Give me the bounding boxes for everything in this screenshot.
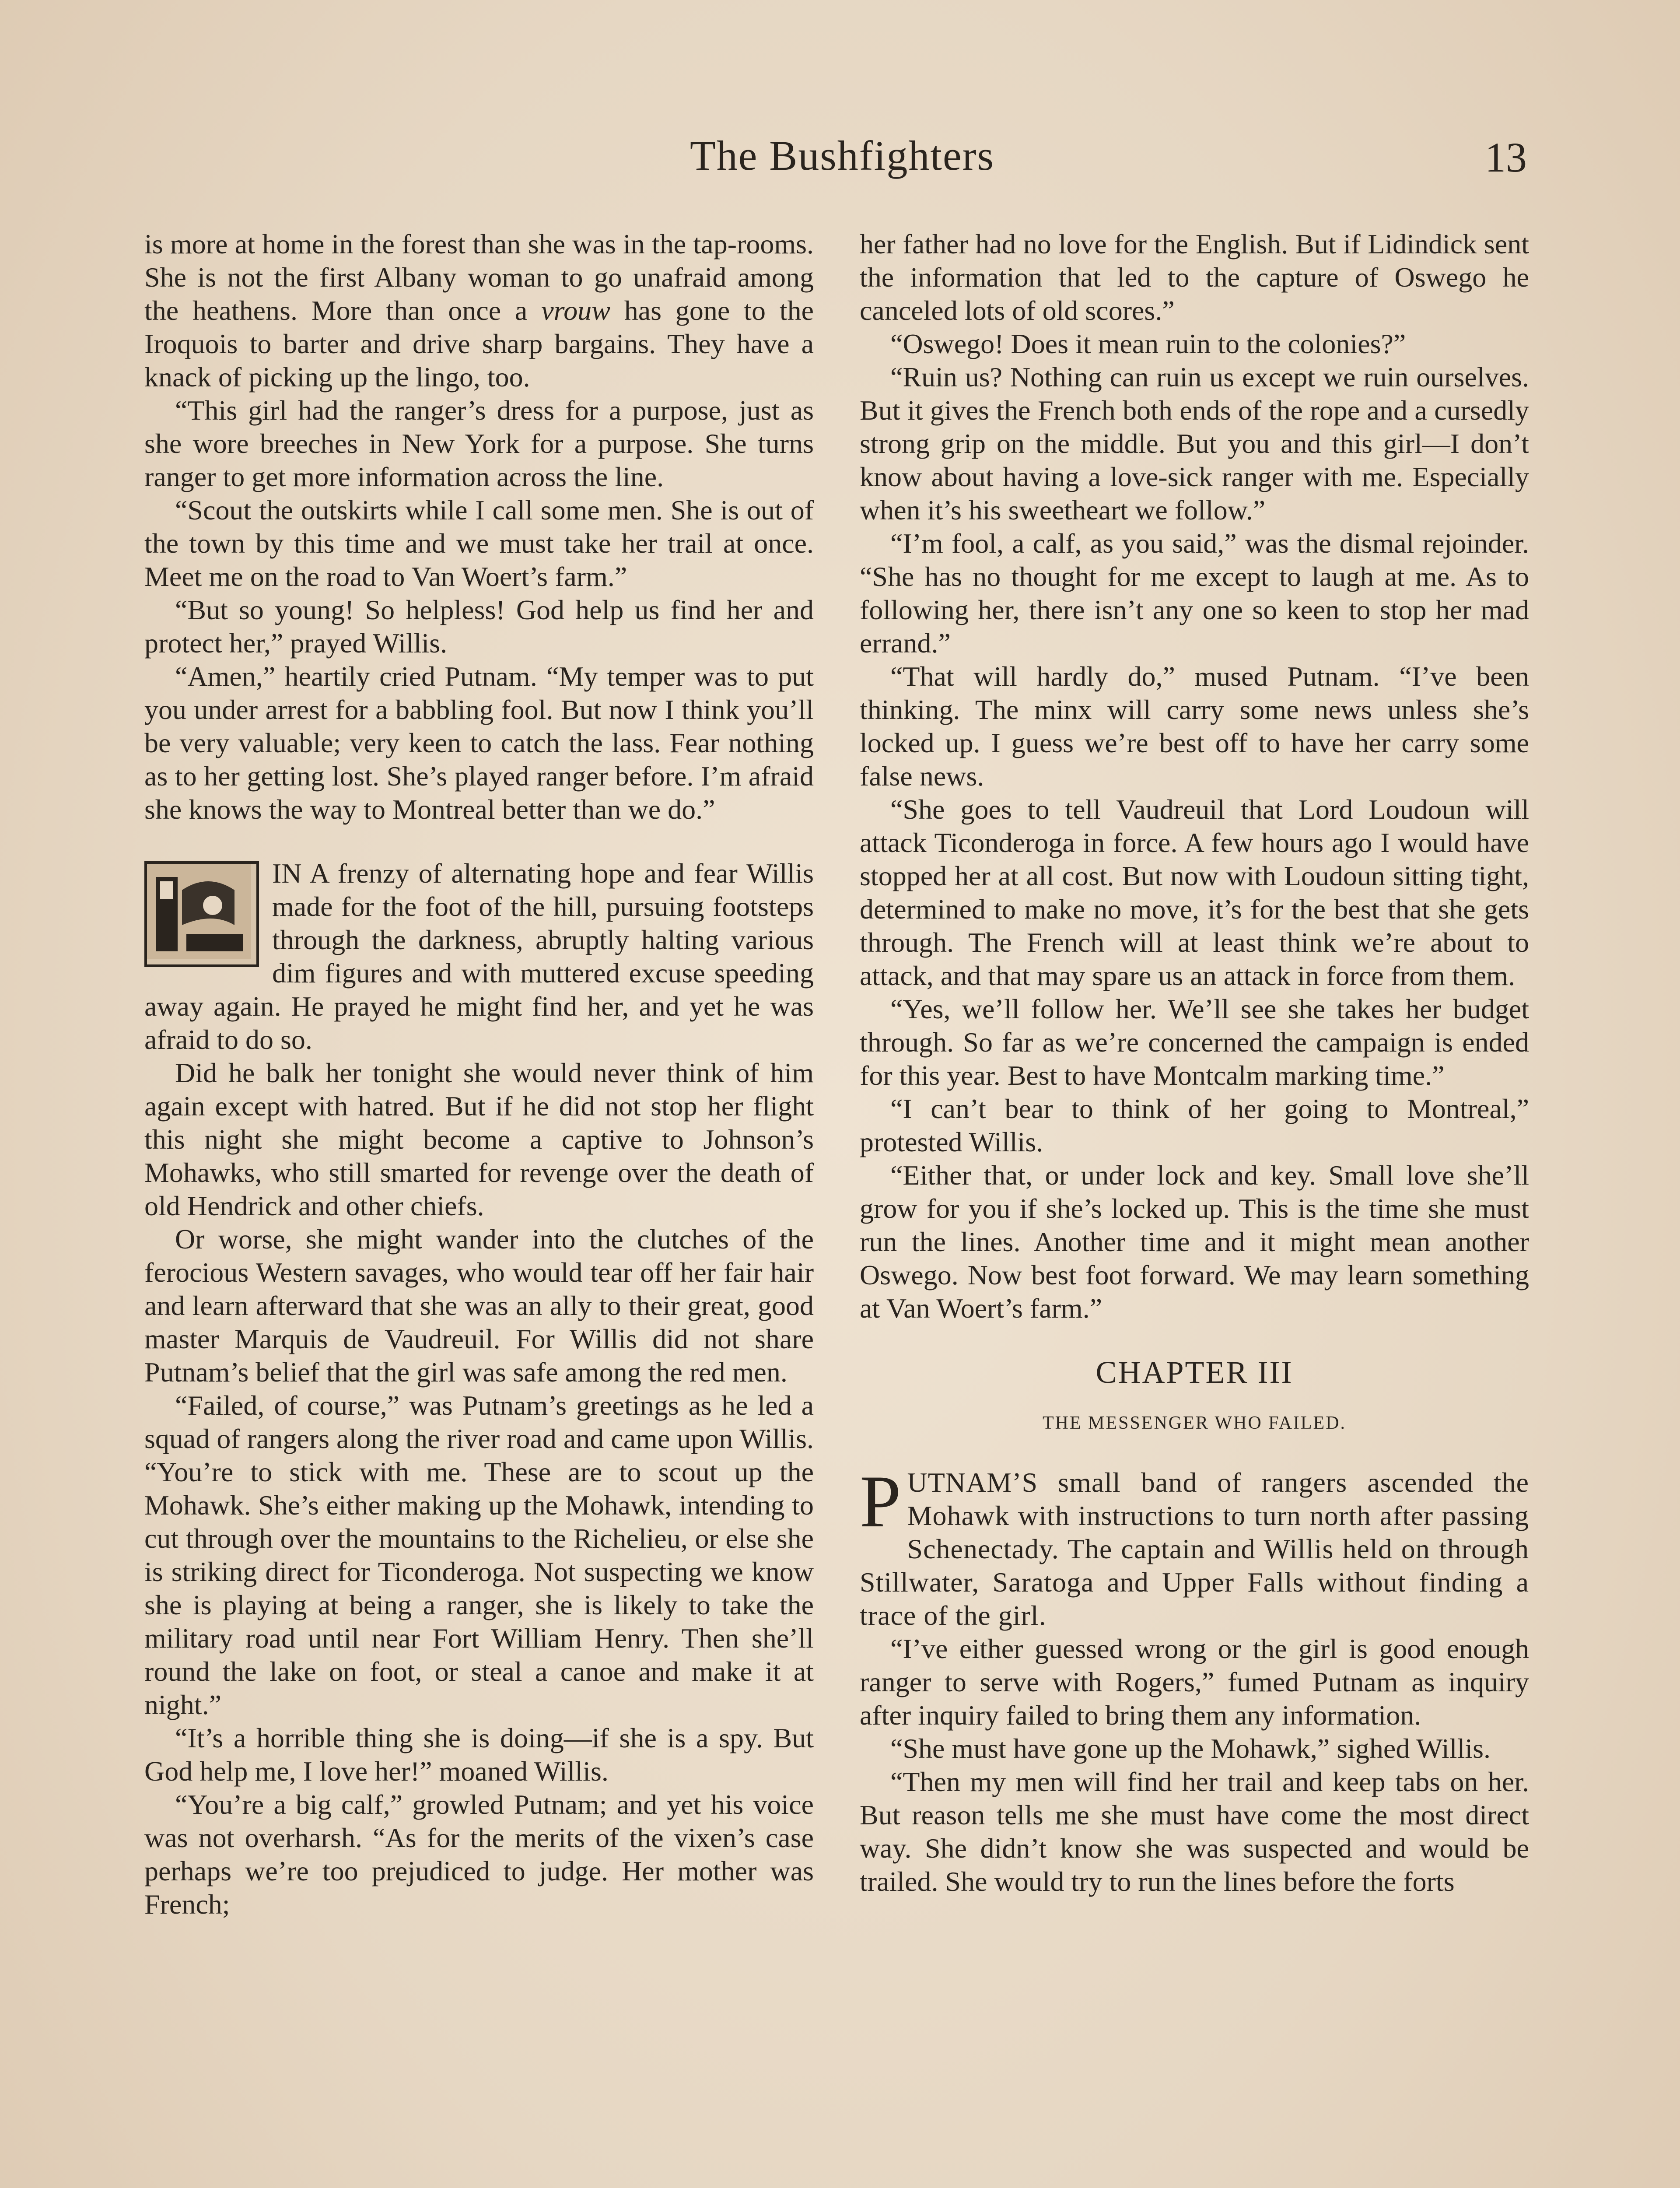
paragraph: “She goes to tell Vaudreuil that Lord Loudoun will attack Ticonderoga in force. A few hours ago I would have stopped her at all cost. But now with Loudoun sitting tight, determined to make no move, it’s for the best that she gets through. The French will at least think we’re about to attack, and that may spare us an attack in force from them. [860,794,1529,991]
paragraph: “She must have gone up the Mohawk,” sighed Willis. [890,1733,1491,1764]
chapter-subtitle: THE MESSENGER WHO FAILED. [1042,1413,1347,1433]
italic-word: vrouw [541,295,610,326]
paragraph: “Ruin us? Nothing can ruin us except we ruin ourselves. But it gives the French both ends of the rope and a cursedly strong grip on the middle. But you and this girl—I don’t know about having a love-sick ranger with me. Especially when it’s his sweetheart we follow.” [860,361,1529,526]
paragraph: her father had no love for the English. But if Lidindick sent the information that led to the capture of Oswego he canceled lots of old scores.” [860,228,1529,326]
paragraph: “I’ve either guessed wrong or the girl is good enough ranger to serve with Rogers,” fumed Putnam as inquiry after inquiry failed to bring them any information. [860,1633,1529,1731]
drop-cap: P [860,1460,901,1543]
paragraph: “Scout the outskirts while I call some men. She is out of the town by this time and we must take her trail at once. Meet me on the road to Van Woert’s farm.” [144,494,814,592]
paragraph: “Either that, or under lock and key. Small love she’ll grow for you if she’s locked up. This is the time she must run the lines. Another time and it might mean another Oswego. Now best foot forward. We may learn something at Van Woert’s farm.” [860,1160,1529,1324]
paragraph: Did he balk her tonight she would never think of him again except with hatred. But if he did not stop her flight this night she might become a captive to Johnson’s Mohawks, who still smarted for revenge over the death of old Hendrick and other chiefs. [144,1057,814,1221]
paragraph: “I’m fool, a calf, as you said,” was the dismal rejoinder. “She has no thought for me except to laugh at me. As to following her, there isn’t any one so keen to stop her mad errand.” [860,528,1529,659]
left-column [144,228,814,1921]
paragraph: “Amen,” heartily cried Putnam. “My temper was to put you under arrest for a babbling fool. But now I think you’ll be very valuable; very keen to catch the lass. Fear nothing as to her getting lost. She’s played ranger before. I’m afraid she knows the way to Montreal better than we do.” [144,661,814,825]
ornamental-initial-icon [144,861,259,967]
paragraph: “This girl had the ranger’s dress for a purpose, just as she wore breeches in New York for a purpose. She turns ranger to get more information across the line. [144,395,814,492]
paragraph: “Yes, we’ll follow her. We’ll see she takes her budget through. So far as we’re concerned the campaign is ended for this year. Best to have Montcalm marking time.” [860,993,1529,1091]
paragraph: “I can’t bear to think of her going to Montreal,” protested Willis. [860,1093,1529,1157]
paragraph: Or worse, she might wander into the clutches of the ferocious Western savages, who would tear off her fair hair and learn afterward that she was an ally to their great, good master Marquis de Vaudreuil. For Willis did not share Putnam’s belief that the girl was safe among the red men. [144,1224,814,1388]
paragraph: “But so young! So helpless! God help us find her and protect her,” prayed Willis. [144,594,814,659]
page-header [144,131,1540,193]
paragraph: “Failed, of course,” was Putnam’s greetings as he led a squad of rangers along the river road and came upon Willis. “You’re to stick with me. These are to scout up the Mohawk. She’s either making up the Mohawk, intending to cut through over the mountains to the Richelieu, or else she is striking direct for Ticonderoga. Not suspecting we know she is playing at being a ranger, she is likely to take the military road until near Fort William Henry. Then she’ll round the lake on foot, or steal a canoe and make it at night.” [144,1390,814,1720]
paragraph: “That will hardly do,” mused Putnam. “I’ve been thinking. The minx will carry some news unless she’s locked up. I guess we’re best off to have her carry some false news. [860,661,1529,792]
chapter-opening-paragraph: PUTNAM’S small band of rangers ascended the Mohawk with instructions to turn north after passing Schenectady. The captain and Willis held on through Stillwater, Saratoga and Upper Falls without finding a trace of the girl. [860,1460,1529,1631]
chapter-heading: CHAPTER III [1096,1355,1293,1390]
paragraph: “You’re a big calf,” growled Putnam; and yet his voice was not overharsh. “As for the merits of the vixen’s case perhaps we’re too prejudiced to judge. Her mother was French; [144,1789,814,1920]
paragraph-with-ornament: IN A frenzy of alternating hope and fear Willis made for the foot of the hill, pursuing footsteps through the darkness, abruptly halting various dim figures and with muttered excuse speeding away again. He prayed he might find her, and yet he was afraid to do so. [144,858,814,1055]
right-column [860,228,1529,1898]
page-number: 13 [1485,134,1527,181]
paragraph: “Oswego! Does it mean ruin to the colonies?” [890,328,1406,359]
paragraph: is more at home in the forest than she was in the tap-rooms. She is not the first Albany woman to go unafraid among the heathens. More than once a vrouw has gone to the Iroquois to barter and drive sharp bargains. They have a knack of picking up the lingo, too. [144,228,814,393]
running-title: The Bushfighters [690,132,994,179]
paragraph: “Then my men will find her trail and keep tabs on her. But reason tells me she must have come the most direct way. She didn’t know she was suspected and would be trailed. She would try to run the lines before the forts [860,1766,1529,1897]
paragraph: “It’s a horrible thing she is doing—if she is a spy. But God help me, I love her!” moaned Willis. [144,1722,814,1787]
